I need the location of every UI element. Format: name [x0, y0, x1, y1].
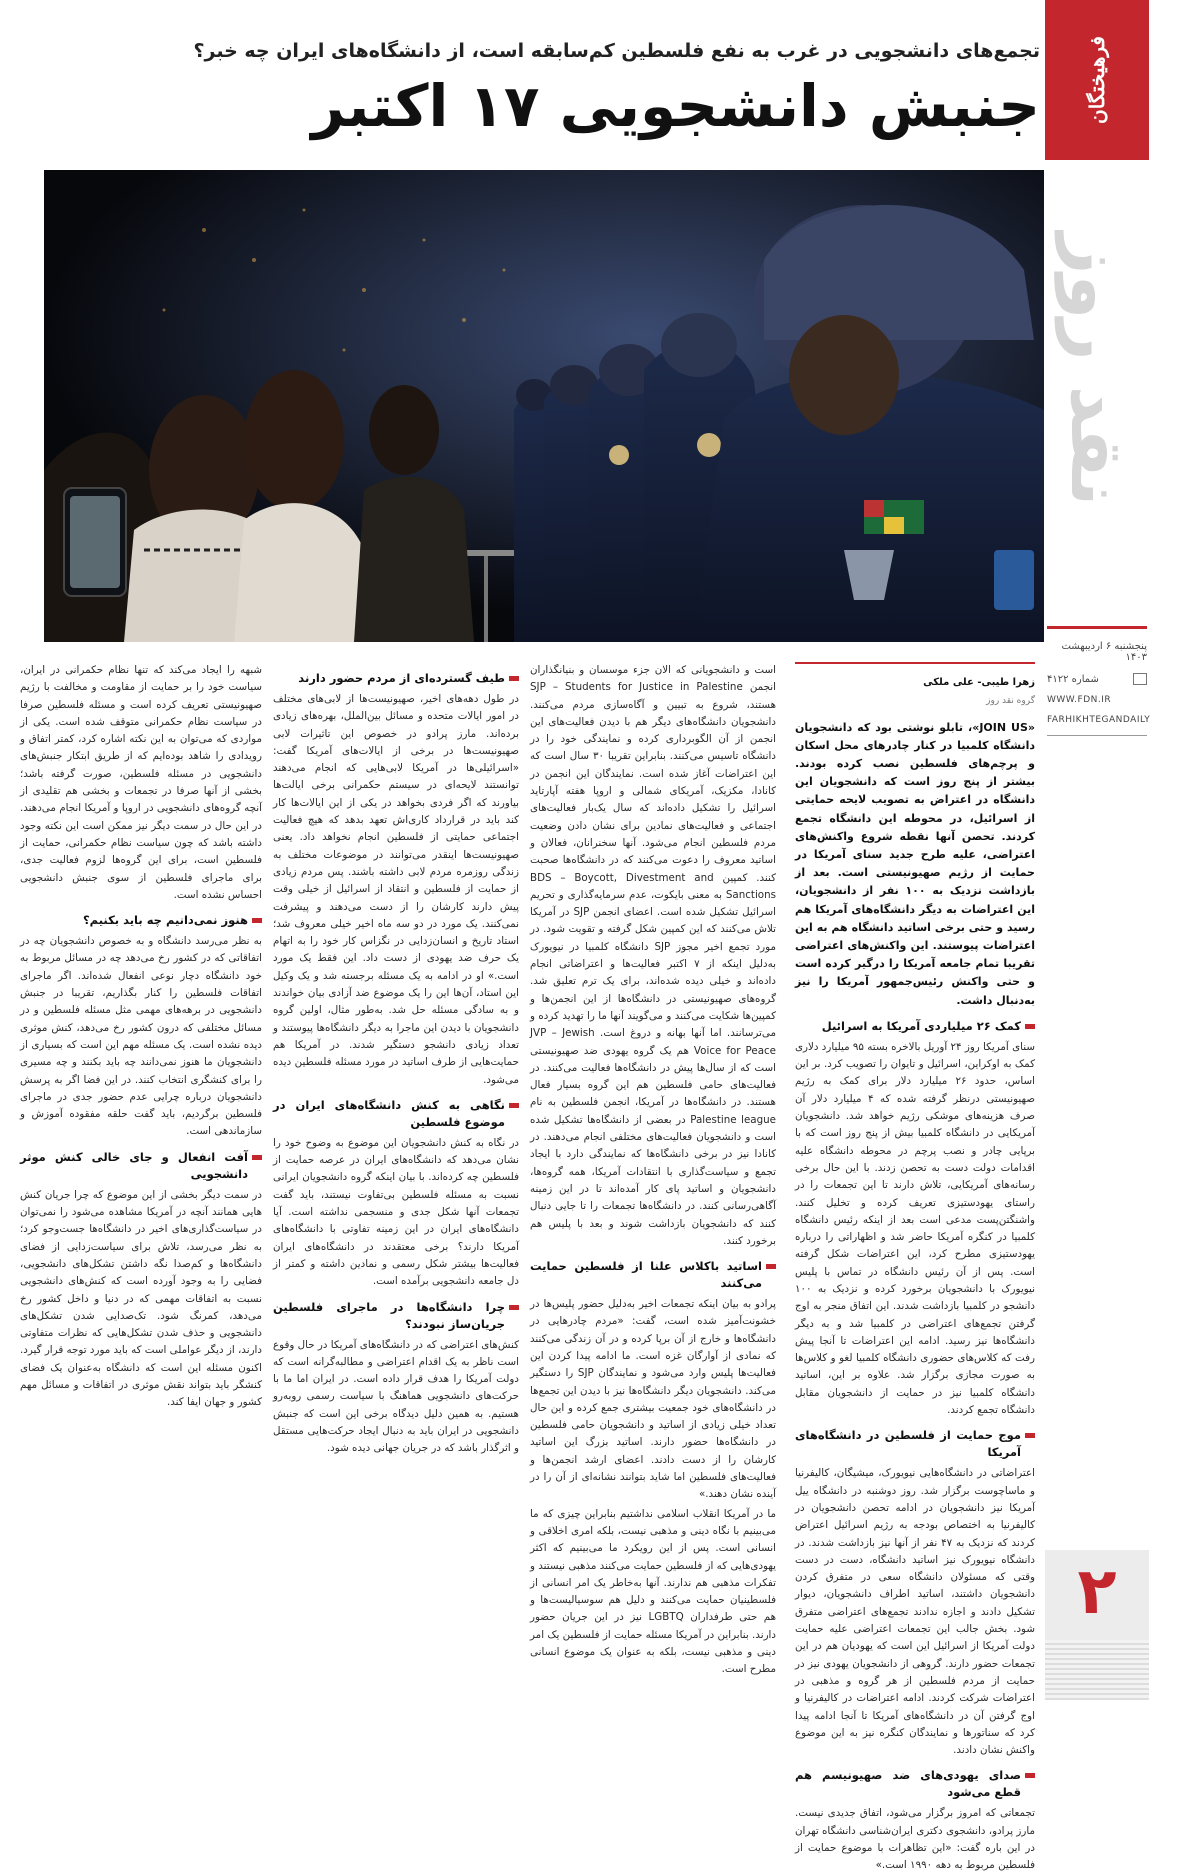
- column-2-body: [530, 662, 776, 1679]
- brand-logo: [1045, 0, 1149, 160]
- page-number: ۲: [1077, 1555, 1117, 1629]
- column-3-body: [273, 670, 519, 1458]
- paragraph: در سمت دیگر بخشی از این موضوع که چرا جریان کنش هایی همانند آنچه در آمریکا مشاهده می‌شود را نمی‌توان در سیاست‌گذاری‌های اخیر در دانشگاه‌ها جست‌وجو کرد؛ به نظر می‌رسد، تلاش برای سیاست‌زدایی از فضای دانشگاه‌ها و کم‌صدا نگه داشتن تشکل‌های دانشجویی، فضایی را به وجود آورده است که کنش‌های دانشجویی نسبت به اتفاقات مهمی که در دنیا و داخل کشور رخ می‌دهد، کمرنگ شود. تک‌صدایی شدن تشکل‌های دانشجویی و حذف شدن تشکل‌هایی که نظرات متفاوتی دارند، از دیگر عواملی است که باید مورد توجه قرار گیرد. اکنون مسئله این است که دانشگاه به‌عنوان یک فضای کنشگر باید بتواند نقش موثری در اتفاقات و مسائل مهم کشور و جهان ایفا کند.: [20, 1188, 262, 1409]
- column-1: [795, 662, 1035, 1872]
- paragraph: اعتراضاتی در دانشگاه‌هایی نیویورک، میشیگان، کالیفرنیا و ماساچوست برگزار شد. روز دوشنبه در دانشگاه ییل آمریکا نیز دانشجویان در ادامه تحصن دانشجویان در کالیفرنیا به اختصاص بودجه به رژیم اسرائیل اعتراض کردند که نزدیک به ۴۷ نفر از آنها نیز بازداشت شدند. در دانشگاه نیویورک نیز اساتید دانشگاه، دست در دست وقتی که مسئولان دانشگاه سعی در متفرق کردن دانشجویان داشتند، اساتید اطراف دانشجویان، دیوار تشکیل دادند و اجازه ندادند تجمع‌های اعتراضی متفرق شود. بخش جالب این تجمعات اعتراضی علیه حمایت دولت آمریکا از اسرائیل این است که یهودیان هم در این تجمعات حضور دارند. گروهی از دانشجویان یهودی نیز در حمایت از مردم فلسطین از هر گروه و مذهبی در اعتراضات شرکت کردند. ادامه اعتراضات در کالیفرنیا و اوج گرفتن آن در دانشگاه‌های آمریکا تا آنجا ادامه پیدا کرد که سناتورها و نمایندگان کنگره نیز به این موضوع واکنش نشان دادند.: [795, 1467, 1035, 1757]
- subheading: صدای یهودی‌های ضد صهیونیسم هم قطع می‌شود: [795, 1767, 1035, 1801]
- subheading: چرا دانشگاه‌ها در ماجرای فلسطین جریان‌ساز نبودند؟: [273, 1299, 519, 1333]
- author-name: زهرا طیبی- علی ملکی: [923, 677, 1035, 688]
- social-row: [1047, 715, 1151, 725]
- subheading: هنوز نمی‌دانیم چه باید بکنیم؟: [20, 912, 262, 929]
- column-rule: [795, 662, 1035, 664]
- paragraph: پرادو به بیان اینکه تجمعات اخیر به‌دلیل حضور پلیس‌ها در خشونت‌آمیز شده است، گفت: «مردم چادرهایی در دانشگاه‌ها و خارج از آن برپا کرده و در آن زندگی می‌کنند که نمادی از آوارگان غزه است. ما ادامه پیدا کردن این فعالیت‌ها پلیس وارد می‌شود و نمایندگان SJP را دستگیر می‌کند. دانشجویان دیگر دانشگاه‌ها نیز با دیدن این تجمع‌ها در دانشگاه‌های خود جمعیت بیشتری جمع کرده و این حال تعداد خیلی زیادی از اساتید و دانشجویان حامی فلسطین در دانشگاه‌ها حضور دارند. اساتید بزرگ این اساتید کارشان را از دست دادند. اعضای ارشد انجمن‌ها و فعالیت‌های فلسطین اما شاید بتوانند نشانه‌ای از آن را در آینده نشان دهند.»: [530, 1298, 776, 1501]
- author-line: [795, 674, 1035, 691]
- issue-number: شماره ۴۱۲۲: [1047, 673, 1099, 685]
- column-2: [530, 662, 776, 1700]
- subheading: طیف گسترده‌ای از مردم حضور دارند: [273, 670, 519, 687]
- protest-police-illustration: [44, 170, 1044, 642]
- issue-date: پنجشنبه ۶ اردیبهشت ۱۴۰۳: [1061, 641, 1147, 663]
- section-label: نقد روز: [1055, 233, 1139, 507]
- paragraph: سنای آمریکا روز ۲۴ آوریل بالاخره بسته ۹۵ میلیارد دلاری کمک به اوکراین، اسرائیل و تایوان را تصویب کرد. بر این اساس، حدود ۲۶ میلیارد دلار برای کمک به رژیم صهیونیستی درنظر گرفته شده که ۴ میلیارد دلار آن صرف هزینه‌های موشکی رژیم خواهد شد. دانشجویان آمریکایی در دانشگاه کلمبیا بیش از پنج روز است که با برپایی چادر و نصب پرچم در محوطه دانشگاه علیه اقدامات دولت دست به تحصن زدند. با این حال برخی رسانه‌های آمریکایی، تلاش دارند تا این تجمعات را در راستای یهودستیزی تعریف کرده و تخلیل کنند. واشنگتن‌پست مدعی است بعد از اینکه رئیس دانشگاه کلمبیا در کنگره آمریکا حاضر شد و اظهاراتی را درباره یهودستیزی مطرح کرد، این اعتراضات شکل گرفته است. پس از آن رئیس دانشگاه در تماس با پلیس نیویورک با دانشجویان برخورد کرده و نزدیک به ۱۰۰ دانشجو در کلمبیا بازداشت شدند. این اتفاق منجر به اوج گرفتن تجمع‌های اعتراضی در کلمبیا شد و به دیگر دانشگاه‌ها نیز رسید. ادامه این اعتراضات تا آنجا پیش رفت که کلاس‌های حضوری دانشگاه کلمبیا لغو و کلاس‌ها به صورت مجازی برگزار شد. علاوه بر این، اساتید دانشگاه کلمبیا نیز در حمایت از دانشجویان مقابل دانشگاه تجمع کردند.: [795, 1040, 1035, 1417]
- brand-name: فرهیختگان: [1085, 36, 1109, 124]
- paragraph: است و دانشجویانی که الان جزء موسسان و بنیانگذاران انجمن SJP – Students for Justice in Palestine هستند، شروع به تبیین و آگاه‌سازی مردم می‌کنند. دانشجویان دانشگاه‌های دیگر هم با دیدن فعالیت‌های این انجمن از آن الگوبرداری کرده و نمایندگی خود را در دانشگاه تاسیس می‌کنند. بنابراین تقریبا ۳۰ سال است که این اعتراضات آغاز شده است. نمایندگان این انجمن در کانادا، مکزیک، آمریکای شمالی و اروپا هفته آپارتاید اسرائیل را تشکیل داده‌اند که سال یک‌بار فعالیت‌های اجتماعی و فعالیت‌های نمادین برای نشان دادن وضعیت مردم فلسطین انجام می‌شود. آنها سخنرانان، فعالان و اساتید معروف را دعوت می‌کنند که در دانشگاه‌ها صحبت کنند. کمپین BDS – Boycott, Divestment and Sanctions به معنی بایکوت، عدم سرمایه‌گذاری و تحریم اسرائیل تشکیل شده است. اعضای انجمن SJP در آمریکا تلاش می‌کنند که این کمپین شکل گرفته و تقویت شود. در مورد تجمع اخیر مجوز SJP دانشگاه کلمبیا در نیویورک به‌دلیل اینکه از ۷ اکتبر فعالیت‌ها و اعتراضاتی انجام داده‌اند و خیلی دیده شده‌اند، برای یک ترم تعلیق شد. گروه‌های صهیونیستی در دانشگاه‌ها از این انجمن‌ها و کمپین‌ها شکایت می‌کنند و می‌گویند آنها ما را تهدید کرده و می‌ترسانند. اما آنها بهانه و دروغ است. JVP – Jewish Voice for Peace هم یک گروه یهودی ضد صهیونیستی است که از سال‌ها پیش در دانشگاه‌ها فعالیت می‌کنند. در فعالیت‌های حامی فلسطین هم این گروه بسیار فعال هستند. در دانشگاه‌ها در آمریکا، انجمن فلسطین به نام Palestine league در بعضی از دانشگاه‌ها تشکیل شده است و دانشجویان فعالیت‌های مختلفی انجام می‌دهند. در کانادا نیز در برخی دانشگاه‌ها که نمایندگی دارد با ایجاد تجمع و سیاست‌گذاری با انتقادات آمریکا، همه گروه‌ها، دانشجویان و اساتید پای کار آمده‌اند تا در این زمینه آگاهی‌رسانی کنند. در دانشگاه‌ها تجمعات را تا جایی دنبال کنند که دانشجویان بازداشت شوند و بعد با پلیس هم برخورد کنند.: [530, 664, 776, 1247]
- paragraph: شبهه را ایجاد می‌کند که تنها نظام حکمرانی در ایران، سیاست خود را بر حمایت از مقاومت و مخالفت با رژیم صهیونیستی تعریف کرده است و مسئله فلسطین صرفا در سیاست نظام حکمرانی متوقف شده است. یکی از مواردی که می‌توان به این نکته اشاره کرد، کمتر اتفاق و رویدادی را شاهد بوده‌ایم که از طریق ابتکار جنبش‌های دانشجویی در مسئله فلسطین، صورت گرفته باشد؛ بخشی از آنها صرفا در تجمعات و بخشی هم تقلیدی از آنچه گروه‌های دانشجویی در اروپا و آمریکا انجام می‌دهند. در این حال در سمت دیگر نیز ممکن است این نکته وجود داشته باشد که چون سیاست نظام حکمرانی، حمایت از فلسطین است، برای این گروه‌ها لزوم فعالیت جدی، برای ماجرای فلسطین از سوی جنبش دانشجویی احساس نشده است.: [20, 664, 262, 901]
- subheading: آفت انفعال و جای خالی کنش موثر دانشجویی: [20, 1149, 262, 1183]
- issue-row: [1047, 673, 1147, 685]
- lead-photo: [44, 170, 1044, 642]
- meta-divider-bottom: [1047, 735, 1147, 736]
- lead-paragraph: «JOIN US»، تابلو نوشتی بود که دانشجویان دانشگاه کلمبیا در کنار چادرهای محل اسکان و پرچم‌های فلسطین نصب کرده بودند. بیشتر از پنج روز است که دانشجویان این دانشگاه در اعتراض به تصویب لایحه حمایتی از اسرائیل، در محوطه این دانشگاه تجمع کردند. تحصن آنها نقطه شروع واکنش‌های اعتراضی، علیه طرح جدید سنای آمریکا در حمایت از رژیم صهیونیستی است. بعد از بازداشت نزدیک به ۱۰۰ نفر از دانشجویان، این اعتراضات به دیگر دانشگاه‌های آمریکا هم رسید و حتی برخی اساتید دانشگاه هم به این اعتراضات پیوستند. این واکنش‌های اعتراضی تقریبا تمام جامعه آمریکا را درگیر کرده است و حتی واکنش رئیس‌جمهور آمریکا را نیز به‌دنبال داشت.: [795, 720, 1035, 1007]
- kicker: تجمع‌های دانشجویی در غرب به نفع فلسطین کم‌سابقه است، از دانشگاه‌های ایران چه خبر؟: [193, 40, 1040, 62]
- column-3: [273, 662, 519, 1700]
- date-row: [1047, 641, 1147, 663]
- website-row: [1047, 695, 1147, 705]
- column-4: [20, 662, 262, 1700]
- subheading: موج حمایت از فلسطین در دانشگاه‌های آمریکا: [795, 1427, 1035, 1461]
- paragraph: تجمعاتی که امروز برگزار می‌شود، اتفاق جدیدی نیست. مارز پرادو، دانشجوی دکتری ایران‌شناسی دانشگاه تهران در این باره گفت: «این تظاهرات با موضوع حمایت از فلسطین مربوط به دهه ۱۹۹۰ است.»: [795, 1807, 1035, 1872]
- sidebar: [1045, 0, 1149, 1700]
- column-1-body: [795, 1018, 1035, 1875]
- paragraph: به نظر می‌رسد دانشگاه و به خصوص دانشجویان چه در اتفاقاتی که در کشور رخ می‌دهد چه در مسائل مربوط به خود دانشگاه دچار نوعی انفعال شده‌اند. اگر ماجرای اتفاقات فلسطین را کنار بگذاریم، تقریبا در جنبش دانشجویی در برهه‌های مهمی مثل مسئله فلسطین و در مسائل مختلفی که درون کشور رخ می‌دهد، کنش موثری دیده نشده است. یک مسئله مهم این است که بسیاری از دانشجویان ما هنوز نمی‌دانند چه باید بکنند و چه مسیری را برای کنشگری انتخاب کنند. در این فضا اگر به پرسش دانشجویان درباره چرایی عدم حضور جدی در ماجرای فلسطین برگردیم، باید گفت حلقه مفقوده آموزش و سازماندهی است.: [20, 935, 262, 1138]
- meta-divider: [1047, 626, 1147, 629]
- paragraph: کنش‌های اعتراضی که در دانشگاه‌های آمریکا در حال وقوع است ناظر به یک اقدام اعتراضی و مطالبه‌گرانه است که دولت آمریکا را هدف قرار داده است. در ایران اما ما با حرکت‌های دانشجویی هماهنگ با سیاست رسمی روبه‌رو هستیم. به همین دلیل دیدگاه برخی این است که جنبش دانشجویی در ایران باید به دنبال ایجاد حرکت‌هایی مستقل و اثرگذار باشد که در جریان جهانی دیده شود.: [273, 1338, 519, 1455]
- subheading: نگاهی به کنش دانشگاه‌های ایران در موضوع فلسطین: [273, 1097, 519, 1131]
- paragraph: در طول دهه‌های اخیر، صهیونیست‌ها از لابی‌های مختلف در امور ایالات متحده و مسائل بین‌الملل، بهره‌های زیادی برده‌اند. مارز پرادو در خصوص این تاثیرات لابی صهیونیست‌ها در برخی از ایالات‌های آمریکا گفت: «اسرائیلی‌ها در آمریکا لابی‌هایی که انجام می‌دهند توانستند لایحه‌ای در سیستم حکمرانی برخی ایالت‌ها بیاورند که اگر فردی بخواهد در یکی از این ایالات‌ها کار کند باید در قرارداد کاری‌اش تعهد بدهد که هیچ فعالیت اجتماعی حمایتی از فلسطین انجام نخواهد داد. یعنی صهیونیست‌ها اینقدر می‌توانند در موضوعات مختلف به زندگی روزمره مردم لابی داشته باشند. پس مردم زیادی از حمایت از فلسطین و انتقاد از اسرائیل از خیلی وقت پیش دارند کارشان را از دست می‌دهند و پیشرفت نمی‌کنند. یک مورد در دو سه ماه اخیر خیلی معروف شد؛ استاد تاریخ و انسان‌زدایی در نگزاس کار خود را به اتهام یک حرف ضد یهودی از دست داد. این فقط یک مورد است.» او در ادامه به یک مسئله برجسته شد و یک وکیل این استاد، آن‌ها این را یک موضوع ضد آزادی بیان خواندند و به سادگی مسئله حل شد. به‌طور مثال، اولین گروه دانشجویان با دیدن این ماجرا به دیگر دانشگاه‌ها پیوستند و تعداد زیادی دانشجو دستگیر شدند. در آمریکا هم حمایت‌هایی از طرف اساتید در مورد مسئله فلسطین دیده می‌شود.: [273, 693, 519, 1086]
- newspaper-icon: [1133, 673, 1147, 685]
- social-handle[interactable]: FARHIKHTEGANDAILY: [1047, 715, 1151, 725]
- decorative-stripe: [1045, 1640, 1149, 1700]
- issue-meta: [1047, 626, 1151, 748]
- paragraph: در نگاه به کنش دانشجویان این موضوع به وضوح خود را نشان می‌دهد که دانشگاه‌های ایران در عرصه حمایت از فلسطین چه کرده‌اند. با بیان اینکه گروه دانشجویان ایرانی نسبت به مسئله فلسطین بی‌تفاوت نیستند، باید گفت تجمعات آنها شکل جدی و منسجمی نداشته است. آیا دانشگاه‌های ایران در این زمینه تفاوتی با دانشگاه‌های آمریکا دارند؟ برخی معتقدند در دانشگاه‌های ایران فعالیت‌ها بیشتر شکل رسمی و نمادین داشته و کمتر از دل جامعه دانشجویی برآمده است.: [273, 1136, 519, 1288]
- section-title: [1045, 180, 1149, 560]
- website-link[interactable]: WWW.FDN.IR: [1047, 695, 1112, 705]
- headline: جنبش دانشجویی ۱۷ اکتبر: [311, 72, 1040, 140]
- subheading: کمک ۲۶ میلیاردی آمریکا به اسرائیل: [795, 1018, 1035, 1035]
- column-4-body: [20, 662, 262, 1412]
- paragraph: ما در آمریکا انقلاب اسلامی نداشتیم بنابراین چیزی که ما می‌بینیم با نگاه دینی و مذهبی نیست، بلکه امری اخلاقی و انسانی است. پس از این رویکرد ما می‌بینیم که اکثر یهودی‌هایی که از فلسطین حمایت می‌کنند مذهبی نیستند و تفکرات مذهبی هم ندارند. آنها به‌خاطر یک امر انسانی از فلسطینیان حمایت می‌کنند و دلیل هم سوسیالیست‌ها و هم حتی طرفداران LGBTQ نیز در این جریان حضور دارند. بنابراین در آمریکا مسئله حمایت از فلسطین یک امر دینی و مذهبی نیست، بلکه به عنوان یک موضوع انسانی مطرح است.: [530, 1507, 776, 1676]
- author-role: گروه نقد روز: [986, 696, 1035, 707]
- subheading: اساتید باکلاس علنا از فلسطین حمایت می‌کنند: [530, 1258, 776, 1292]
